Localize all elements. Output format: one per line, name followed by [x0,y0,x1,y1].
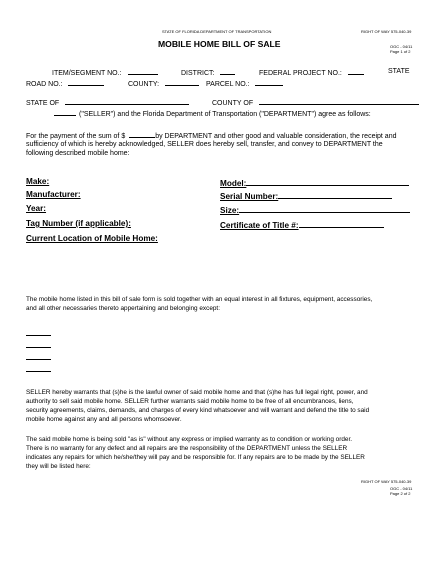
fixtures-line2: and all other necessaries thereto appertaining and belonging except: [26,305,220,312]
serial-field[interactable] [278,190,392,199]
exception-line-4[interactable] [26,364,51,372]
exception-line-2[interactable] [26,340,51,348]
district-label: DISTRICT: [181,70,215,77]
size-label: Size: [220,205,240,215]
manufacturer-row [26,190,81,199]
payment-line3: following described mobile home: [26,150,130,157]
model-field[interactable] [246,177,409,186]
county-of-row [212,97,419,108]
parcel-row [206,78,283,89]
item-segment-label: ITEM/SEGMENT NO.: [52,70,122,77]
certificate-label: Certificate of Title #: [220,220,299,230]
as-is-line4: they will be listed here: [26,463,91,470]
agency-name: STATE OF FLORIDA DEPARTMENT OF TRANSPORTATION [162,29,272,34]
size-field[interactable] [239,204,410,213]
payment-line2: sufficiency of which is hereby acknowledged, SELLER does hereby sell, transfer, and convey to DEPARTMENT the [26,141,383,148]
as-is-line2: There is no warranty for any defect and all repairs are the responsibility of the DEPARTMENT unless the SELLER [26,445,348,452]
federal-project-row [259,67,364,78]
make-label: Make: [26,177,50,186]
warranty-line2: authority to sell said mobile home. SELLER further warrants said mobile home to be free of all encumbrances, liens, [26,398,354,405]
road-row [26,78,104,89]
tag-label: Tag Number (if applicable): [26,219,131,228]
payment-pre-text: For the payment of the sum of $ [26,133,126,140]
as-is-line1: The said mobile home is being sold "as is" without any express or implied warranty as to condition or working order. [26,436,353,443]
county-field[interactable] [165,78,199,86]
federal-project-label: FEDERAL PROJECT NO.: [259,70,342,77]
document-title: MOBILE HOME BILL OF SALE [158,39,281,49]
state-of-row [26,97,189,108]
footer-page-number: Page 2 of 2 [390,491,411,496]
form-id: RIGHT OF WAY 575-040-39 [361,29,412,34]
size-row [220,204,410,215]
warranty-line4: mobile home against any and all persons whomsoever. [26,416,182,423]
state-of-label: STATE OF [26,100,60,107]
county-row [128,78,199,89]
district-row [181,67,235,78]
year-label: Year: [26,204,47,213]
as-is-line3: indicates any repairs for which he/she/they will pay and be responsible for. If any repairs are to be made by the SELLER [26,454,365,461]
road-field[interactable] [68,78,104,86]
exception-line-3[interactable] [26,352,51,360]
payment-amount-field[interactable] [129,130,155,138]
item-segment-row [52,67,158,78]
district-field[interactable] [220,67,235,75]
county-of-field[interactable] [259,97,419,105]
payment-post-text: by DEPARTMENT and other good and valuable consideration, the receipt and [155,133,397,140]
year-row [26,204,46,213]
location-row [26,234,158,243]
exception-line-1[interactable] [26,328,51,336]
location-label: Current Location of Mobile Home: [26,234,158,243]
item-segment-field[interactable] [128,67,158,75]
county-label: COUNTY: [128,81,160,88]
make-row [26,177,49,186]
state-label: STATE [388,68,410,75]
model-row [220,177,409,188]
seller-name-field[interactable] [54,108,76,116]
parcel-label: PARCEL NO.: [206,81,250,88]
fixtures-line1: The mobile home listed in this bill of sale form is sold together with an equal interest in all fixtures, equipment, accessories, [26,296,373,303]
state-of-field[interactable] [65,97,189,105]
warranty-line1: SELLER hereby warrants that (s)he is the lawful owner of said mobile home and that (s)he has full legal right, power, and [26,389,368,396]
seller-agreement-text: ("SELLER") and the Florida Department of Transportation ("DEPARTMENT") agree as follows: [79,111,371,118]
form-revision: OGC - 04/11 [390,44,413,49]
federal-project-field[interactable] [348,67,364,75]
parcel-field[interactable] [255,78,283,86]
footer-form-id: RIGHT OF WAY 575-040-39 [361,479,412,484]
certificate-row [220,219,384,230]
seller-agreement-row [54,108,371,119]
warranty-line3: security agreements, claims, demands, and charges of every kind whatsoever and will warrant and defend the title to said [26,407,370,414]
manufacturer-label: Manufacturer: [26,190,81,199]
footer-revision: OGC - 04/11 [390,486,413,491]
page-number: Page 1 of 2 [390,49,411,54]
serial-row [220,190,392,201]
serial-label: Serial Number: [220,191,279,201]
tag-row [26,219,131,228]
county-of-label: COUNTY OF [212,100,254,107]
road-label: ROAD NO.: [26,81,63,88]
certificate-field[interactable] [299,219,384,228]
model-label: Model: [220,178,247,188]
